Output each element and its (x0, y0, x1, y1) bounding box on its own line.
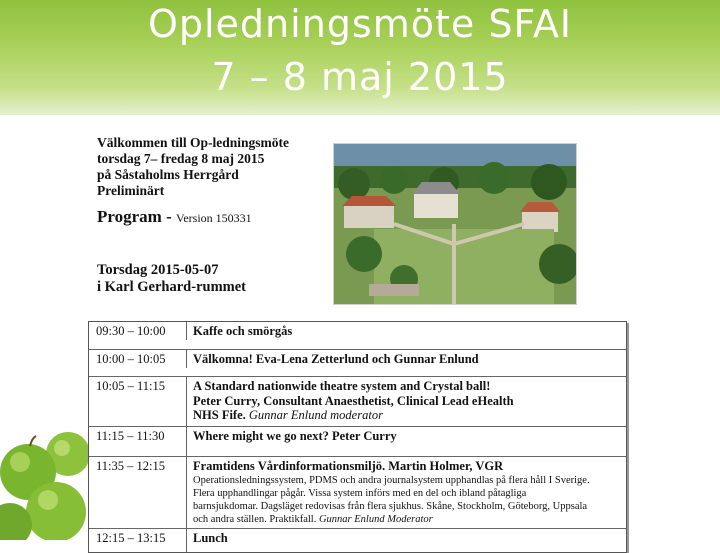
speaker-line: Peter Curry, Consultant Anaesthetist, Clinical Lead eHealth (193, 393, 514, 408)
row-time: 10:00 – 10:05 (96, 352, 166, 366)
slide-header (0, 0, 720, 115)
intro-dates: torsdag 7– fredag 8 maj 2015 (97, 151, 265, 166)
row-content (193, 459, 621, 526)
moderator: Gunnar Enlund Moderator (318, 513, 433, 525)
row-description: Flera upphandlingar pågår. Vissa system införs med en del och ibland påtagliga (193, 487, 527, 499)
day-date: Torsdag 2015-05-07 (97, 262, 219, 278)
slide-title-line2: 7 – 8 maj 2015 (211, 55, 509, 99)
row-title: Lunch (193, 531, 228, 545)
table-row (89, 426, 626, 457)
intro-welcome: Välkommen till Op-ledningsmöte (97, 135, 290, 150)
row-title: A Standard nationwide theatre system and Crystal ball! (193, 379, 491, 393)
row-description: barnsjukdomar. Dagsläget redovisas från flera sjukhus. Skåne, Stockholm, Göteborg, Uppsala (193, 500, 588, 512)
row-title: Framtidens Vårdinformationsmiljö. Martin Holmer, VGR (193, 459, 504, 473)
schedule-table (88, 321, 627, 553)
row-description: och andra ställen. Praktikfall. (193, 513, 317, 525)
speaker-org: NHS Fife. (193, 408, 246, 422)
day-heading (97, 262, 246, 296)
intro-venue: på Såstaholms Herrgård (97, 167, 239, 182)
slide-title-line1: Opledningsmöte SFAI (147, 2, 573, 46)
program-version: Version 150331 (176, 211, 252, 225)
program-intro (97, 135, 337, 295)
table-row (89, 376, 626, 427)
moderator: Gunnar Enlund moderator (248, 408, 383, 422)
intro-preliminary: Preliminärt (97, 183, 165, 198)
program-label: Program - (97, 207, 172, 226)
row-time: 11:35 – 12:15 (96, 459, 165, 473)
table-row (89, 349, 626, 368)
row-title: Välkomna! Eva-Lena Zetterlund och Gunnar Enlund (193, 352, 479, 366)
row-description: Operationsledningssystem, PDMS och andra journalsystem upphandlas på flera håll I Sverige. (193, 474, 590, 486)
row-time: 12:15 – 13:15 (96, 531, 166, 545)
row-title: Where might we go next? Peter Curry (193, 429, 397, 443)
row-time: 10:05 – 11:15 (96, 379, 165, 393)
program-heading (97, 207, 252, 227)
day-room: i Karl Gerhard-rummet (97, 279, 246, 295)
row-content (193, 379, 621, 423)
row-time: 09:30 – 10:00 (96, 324, 166, 338)
row-time: 11:15 – 11:30 (96, 429, 165, 443)
table-row (89, 322, 626, 340)
table-row (89, 456, 626, 529)
row-title: Kaffe och smörgås (193, 324, 293, 338)
manor-aerial-photo (333, 143, 577, 305)
table-row (89, 528, 626, 553)
green-apples-image (0, 420, 90, 540)
